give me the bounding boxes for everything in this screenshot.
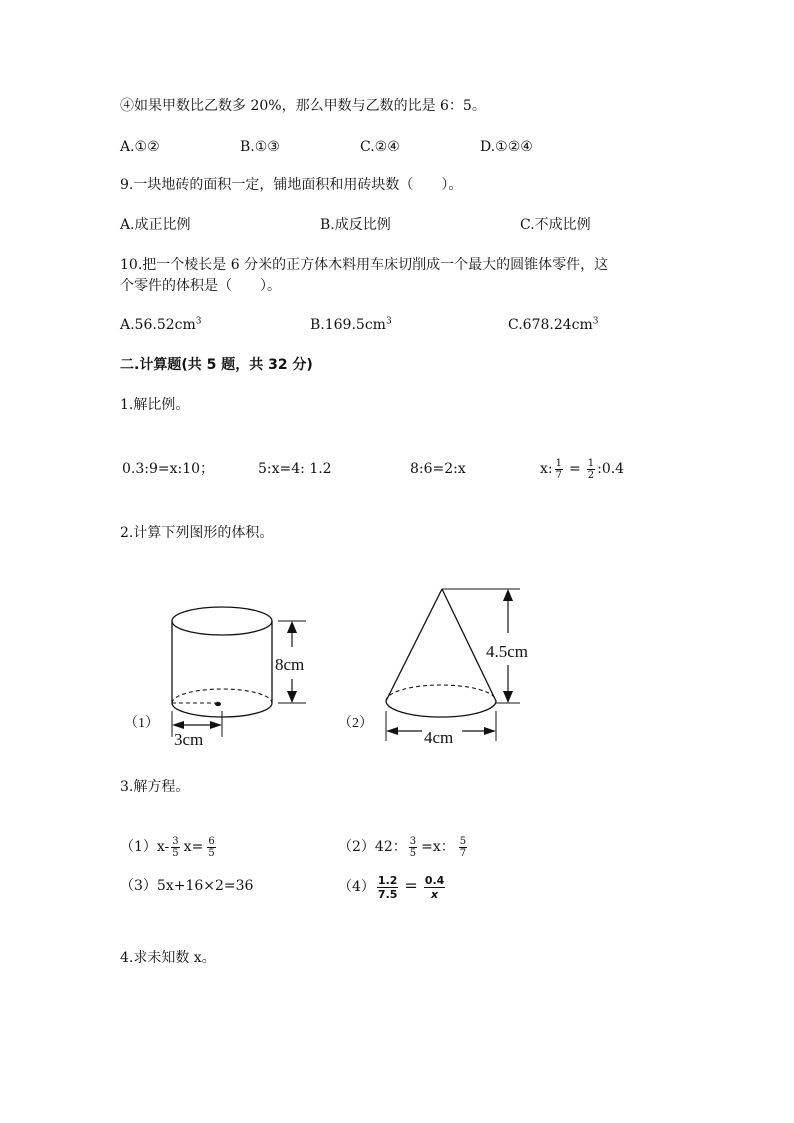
fig2-label: （2） [338, 716, 373, 731]
fig1-label: （1） [124, 716, 159, 731]
p2-title: 2.计算下列图形的体积。 [120, 525, 274, 541]
fraction: $\frac{6}{5}$ [208, 835, 215, 859]
q8-item4: ④如果甲数比乙数多 20%，那么甲数与乙数的比是 6：5。 [120, 98, 486, 114]
fraction: $\frac{5}{7}$ [459, 835, 467, 859]
q8-option-a: A.①② [120, 139, 160, 155]
fraction: $\frac{3}{5}$ [409, 835, 417, 859]
p3-eq1: （1）x- $\frac{3}{5}$ x= $\frac{6}{5}$ [120, 835, 215, 859]
q8-option-c: C.②④ [360, 139, 400, 155]
q10-option-c: $C.678.24cm^3$ [508, 316, 599, 333]
fraction: $\frac{1.2}{7.5}$ [377, 873, 398, 901]
fraction: $\frac{1}{7}$ [555, 457, 562, 481]
q9-option-a: A.成正比例 [120, 217, 191, 233]
p1-item1: 0.3:9=x:10； [122, 461, 215, 477]
p4-title: 4.求未知数 x。 [120, 950, 216, 966]
q9-option-b: B.成反比例 [320, 217, 391, 233]
p1-title: 1.解比例。 [120, 397, 190, 413]
solid-figures [110, 575, 550, 755]
fig2-diameter-label: 4cm [424, 728, 454, 747]
p3-eq4: （4） $\frac{1.2}{7.5}$ = $\frac{0.4}{x}$ [338, 873, 445, 901]
q10-option-a: $A.56.52cm^3$ [120, 316, 202, 333]
fraction: $\frac{3}{5}$ [172, 835, 179, 859]
p3-eq3: （3）5x+16×2=36 [120, 878, 254, 894]
q10-stem-line2: 个零件的体积是（ ）。 [120, 278, 281, 294]
q8-option-d: D.①②④ [480, 139, 533, 155]
q10-stem-line1: 10.把一个棱长是 6 分米的正方体木料用车床切削成一个最大的圆锥体零件，这 [120, 257, 609, 273]
p1-item4: x: $\frac{1}{7}$ = $\frac{1}{2}$ :0.4 [540, 457, 625, 481]
cone-figure [386, 589, 520, 741]
q9-stem: 9.一块地砖的面积一定，铺地面积和用砖块数（ ）。 [120, 177, 463, 193]
section2-title: 二.计算题(共 5 题，共 32 分) [120, 357, 313, 373]
fig2-height-label: 4.5cm [486, 642, 529, 661]
q8-option-b: B.①③ [240, 139, 280, 155]
fraction: $\frac{1}{2}$ [587, 457, 595, 481]
fig1-height-label: 8cm [275, 655, 305, 674]
q9-option-c: C.不成比例 [520, 217, 591, 233]
p1-item3: 8:6=2:x [410, 461, 466, 477]
fig1-radius-label: 3cm [174, 730, 204, 749]
fraction: $\frac{0.4}{x}$ [424, 873, 445, 901]
q10-option-b: $B.169.5cm^3$ [310, 316, 392, 333]
p3-title: 3.解方程。 [120, 779, 190, 795]
p3-eq2: （2）42： $\frac{3}{5}$ =x： $\frac{5}{7}$ [338, 835, 467, 859]
p1-item2: 5:x=4: 1.2 [258, 461, 332, 477]
